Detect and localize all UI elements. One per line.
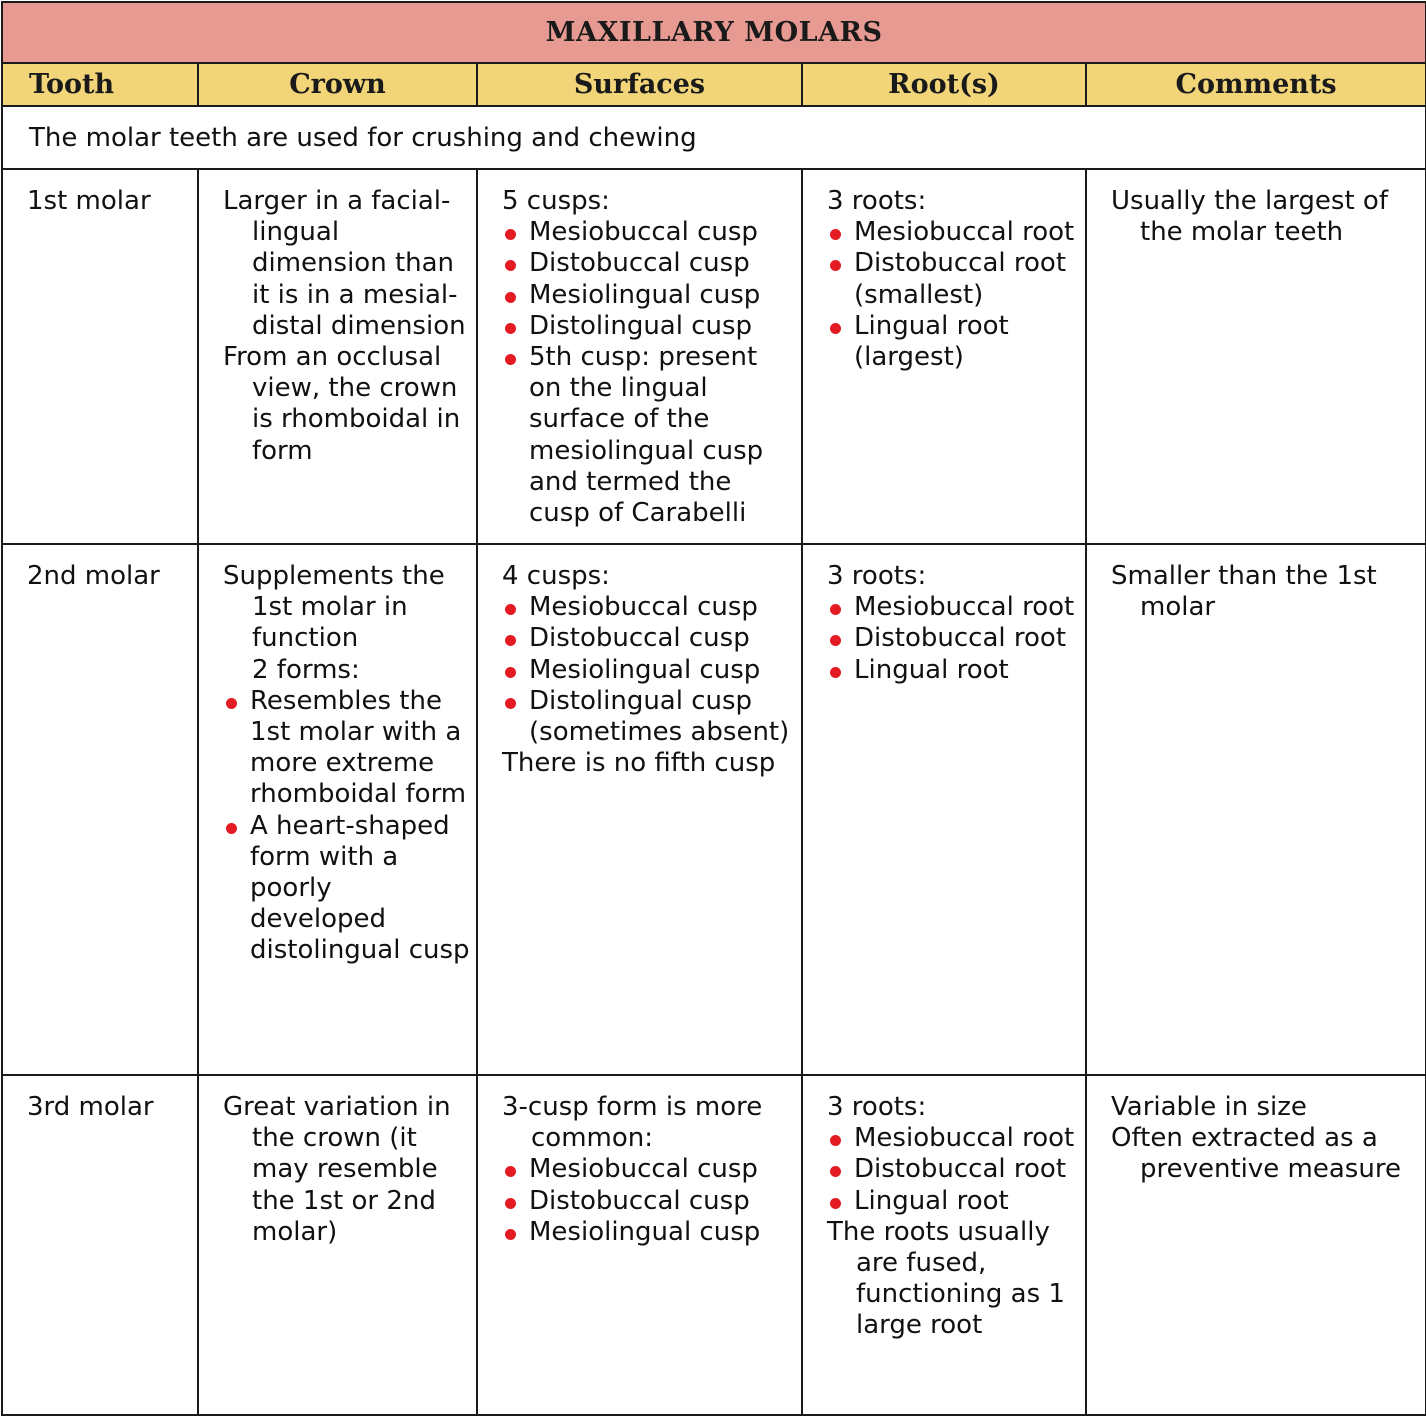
list-item: Mesiobuccal root	[827, 217, 1079, 248]
surfaces-list	[502, 1154, 795, 1248]
list-item: Mesiolingual cusp	[502, 1217, 795, 1248]
surfaces-lead: 4 cusps:	[502, 561, 610, 591]
roots-cell	[802, 1075, 1086, 1415]
comment-line: Variable in size	[1111, 1092, 1307, 1122]
list-item: Distobuccal root	[827, 623, 1079, 654]
surfaces-lead: 3-cusp form is more common:	[502, 1092, 763, 1154]
table-row	[2, 1075, 1426, 1415]
list-item: Lingual root (largest)	[827, 311, 1079, 373]
tooth-cell: 1st molar	[2, 169, 198, 544]
list-item: Distolingual cusp	[502, 311, 795, 342]
tooth-cell: 2nd molar	[2, 544, 198, 1075]
comments-cell	[1086, 169, 1426, 544]
surfaces-cell	[477, 1075, 802, 1415]
header-row	[2, 63, 1426, 106]
header-surfaces: Surfaces	[477, 63, 802, 106]
comment-line: Often extracted as a preventive measure	[1111, 1123, 1401, 1185]
surfaces-tail: There is no fifth cusp	[502, 748, 776, 779]
list-item: Mesiolingual cusp	[502, 655, 795, 686]
list-item: A heart-shaped form with a poorly developed distolingual cusp	[223, 811, 470, 967]
roots-tail: The roots usually are fused, functioning as 1 large root	[827, 1216, 1065, 1341]
list-item: Distobuccal cusp	[502, 623, 795, 654]
list-item: Distobuccal cusp	[502, 248, 795, 279]
roots-lead: 3 roots:	[827, 1092, 927, 1122]
comments-cell	[1086, 544, 1426, 1075]
table-row	[2, 544, 1426, 1075]
maxillary-molars-table	[1, 1, 1426, 1416]
crown-paragraph: Supplements the 1st molar in function	[223, 561, 445, 654]
list-item: Mesiobuccal cusp	[502, 592, 795, 623]
header-roots: Root(s)	[802, 63, 1086, 106]
list-item: Distobuccal cusp	[502, 1186, 795, 1217]
list-item: Resembles the 1st molar with a more extreme rhomboidal form	[223, 686, 470, 811]
header-crown: Crown	[198, 63, 477, 106]
list-item: Lingual root	[827, 655, 1079, 686]
tooth-cell: 3rd molar	[2, 1075, 198, 1415]
table-row	[2, 169, 1426, 544]
crown-cell	[198, 1075, 477, 1415]
surfaces-lead: 5 cusps:	[502, 186, 610, 216]
comment-line: Smaller than the 1st molar	[1111, 561, 1377, 623]
roots-list	[827, 217, 1079, 373]
crown-list	[223, 686, 470, 967]
surfaces-list	[502, 217, 795, 529]
header-comments: Comments	[1086, 63, 1426, 106]
roots-list	[827, 1123, 1079, 1217]
list-item: Mesiobuccal root	[827, 1123, 1079, 1154]
table-title: MAXILLARY MOLARS	[2, 2, 1426, 63]
list-item: Distobuccal root (smallest)	[827, 248, 1079, 310]
list-item: Mesiobuccal cusp	[502, 217, 795, 248]
crown-paragraph: Great variation in the crown (it may resemble the 1st or 2nd molar)	[223, 1092, 451, 1247]
roots-cell	[802, 169, 1086, 544]
intro-text: The molar teeth are used for crushing and chewing	[2, 106, 1426, 169]
crown-paragraph: From an occlusal view, the crown is rhomboidal in form	[223, 342, 461, 466]
surfaces-list	[502, 592, 795, 748]
list-item: Lingual root	[827, 1186, 1079, 1217]
roots-lead: 3 roots:	[827, 186, 927, 216]
list-item: Distolingual cusp (sometimes absent)	[502, 686, 795, 748]
crown-sub-lead: 2 forms:	[252, 654, 360, 685]
roots-list	[827, 592, 1079, 686]
roots-lead: 3 roots:	[827, 561, 927, 591]
crown-paragraph: Larger in a facial-lingual dimension than it is in a mesial-distal dimension	[223, 186, 466, 341]
surfaces-cell	[477, 544, 802, 1075]
crown-cell	[198, 544, 477, 1075]
list-item: Mesiobuccal cusp	[502, 1154, 795, 1185]
list-item: Mesiolingual cusp	[502, 280, 795, 311]
header-tooth: Tooth	[2, 63, 198, 106]
comment-line: Usually the largest of the molar teeth	[1111, 186, 1388, 248]
crown-cell	[198, 169, 477, 544]
surfaces-cell	[477, 169, 802, 544]
list-item: 5th cusp: present on the lingual surface of the mesiolingual cusp and termed the cusp of Carabelli	[502, 342, 795, 529]
list-item: Distobuccal root	[827, 1154, 1079, 1185]
roots-cell	[802, 544, 1086, 1075]
list-item: Mesiobuccal root	[827, 592, 1079, 623]
comments-cell	[1086, 1075, 1426, 1415]
